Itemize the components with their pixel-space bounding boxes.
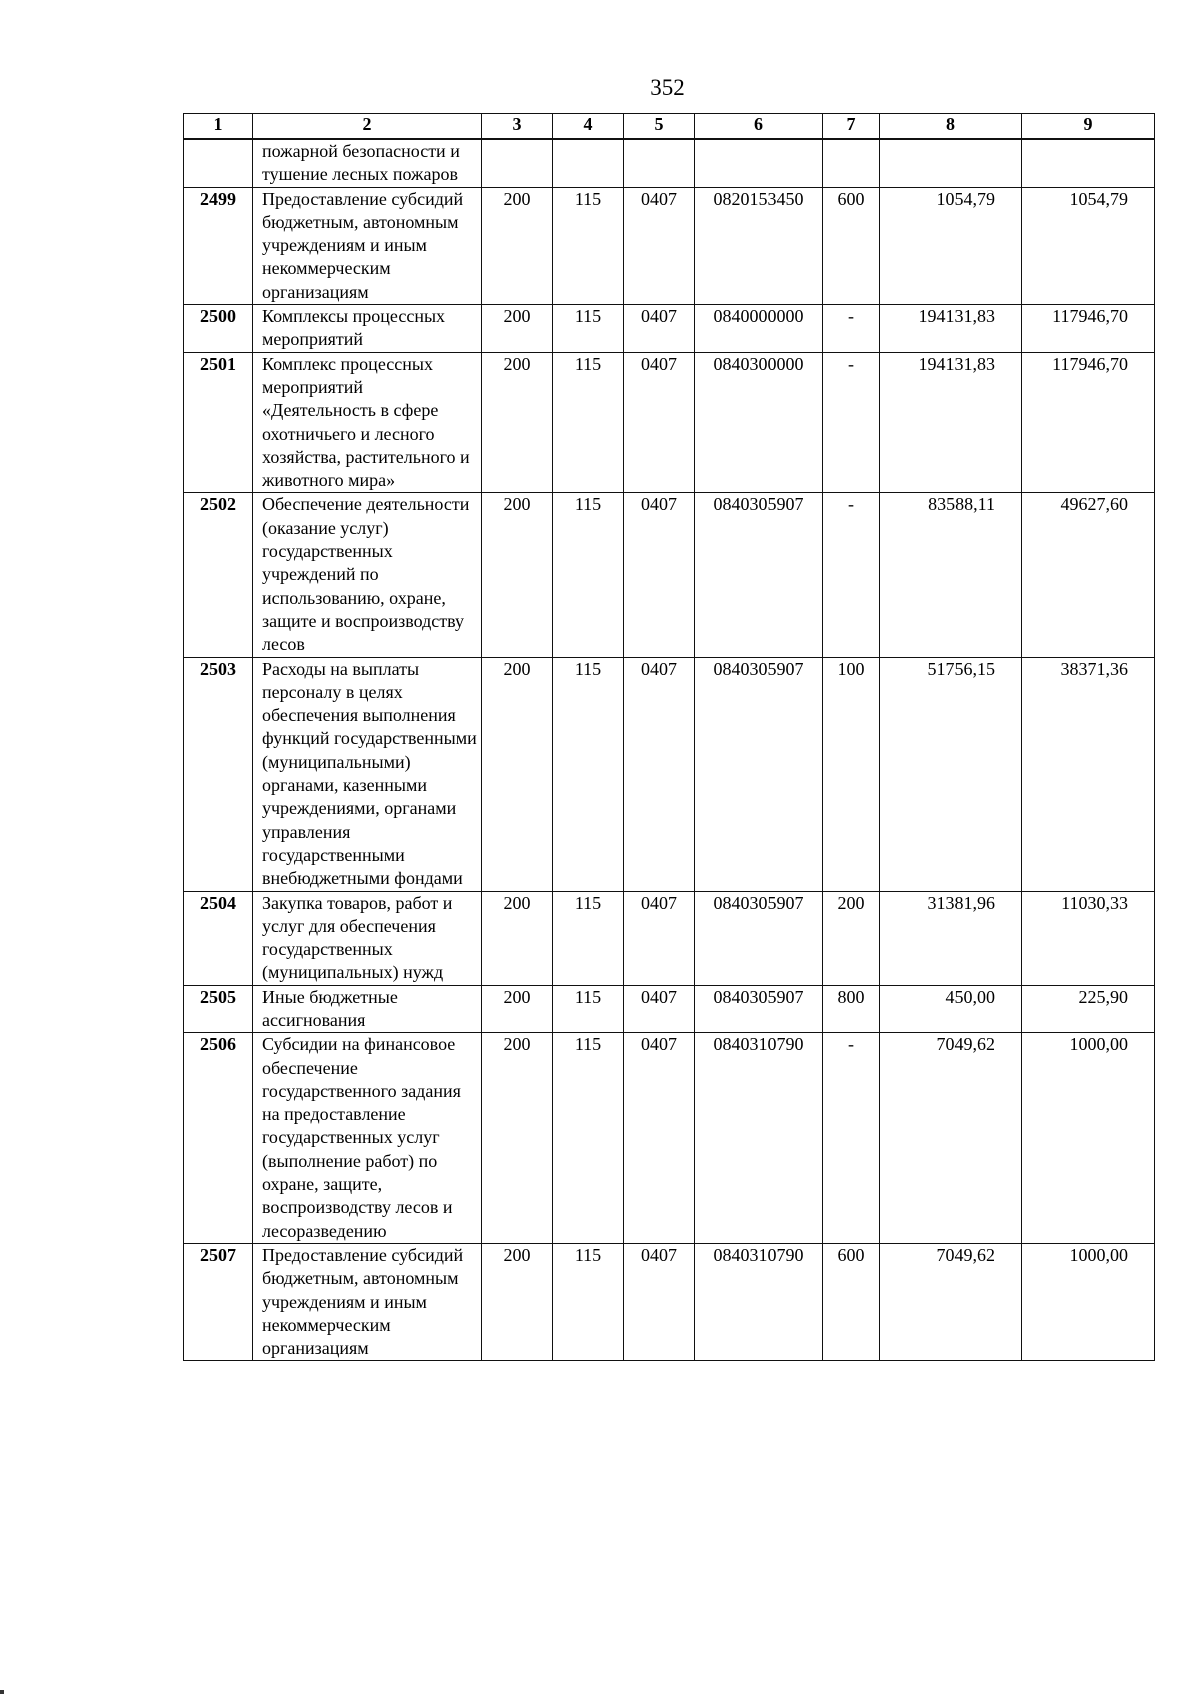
cell-col8: 51756,15 [880, 657, 1022, 891]
cell-col9: 38371,36 [1022, 657, 1155, 891]
cell-col8: 31381,96 [880, 891, 1022, 985]
cell-col7: - [823, 1033, 880, 1244]
page-number: 352 [650, 75, 685, 100]
table-row [184, 139, 1155, 187]
cell-col8: 450,00 [880, 985, 1022, 1033]
cell-col4: 115 [553, 985, 624, 1033]
budget-table [183, 113, 1155, 1361]
column-header-5: 5 [624, 114, 695, 140]
cell-col6: 0840300000 [695, 352, 823, 493]
cell-col9: 49627,60 [1022, 493, 1155, 657]
cell-col6: 0840305907 [695, 985, 823, 1033]
cell-col8: 194131,83 [880, 352, 1022, 493]
table-row [184, 891, 1155, 985]
cell-col6: 0840000000 [695, 305, 823, 353]
row-name: Комплексы процессных мероприятий [253, 305, 482, 353]
table-row [184, 187, 1155, 304]
cell-col4: 115 [553, 891, 624, 985]
column-header-9: 9 [1022, 114, 1155, 140]
header-row [184, 114, 1155, 140]
cell-col8: 7049,62 [880, 1243, 1022, 1360]
cell-col3: 200 [482, 187, 553, 304]
scan-speck [0, 1690, 4, 1694]
column-header-8: 8 [880, 114, 1022, 140]
row-name: Предоставление субсидий бюджетным, автономным учреждениям и иным некоммерческим организациям [253, 1243, 482, 1360]
row-name: Субсидии на финансовое обеспечение государственного задания на предоставление государственных услуг (выполнение работ) по охране, защите, воспроизводству лесов и лесоразведению [253, 1033, 482, 1244]
cell-col9 [1022, 139, 1155, 187]
cell-col6 [695, 139, 823, 187]
cell-col4: 115 [553, 1033, 624, 1244]
table-body [184, 139, 1155, 1361]
row-number: 2504 [184, 891, 253, 985]
column-header-7: 7 [823, 114, 880, 140]
cell-col9: 117946,70 [1022, 305, 1155, 353]
row-number: 2506 [184, 1033, 253, 1244]
table-row [184, 1033, 1155, 1244]
cell-col3: 200 [482, 985, 553, 1033]
cell-col7 [823, 139, 880, 187]
row-name: Иные бюджетные ассигнования [253, 985, 482, 1033]
row-name: пожарной безопасности и тушение лесных пожаров [253, 139, 482, 187]
column-header-6: 6 [695, 114, 823, 140]
cell-col7: 600 [823, 187, 880, 304]
row-number: 2502 [184, 493, 253, 657]
cell-col8: 83588,11 [880, 493, 1022, 657]
cell-col8: 194131,83 [880, 305, 1022, 353]
cell-col4: 115 [553, 493, 624, 657]
cell-col9: 1054,79 [1022, 187, 1155, 304]
cell-col7: 600 [823, 1243, 880, 1360]
column-header-2: 2 [253, 114, 482, 140]
cell-col3: 200 [482, 352, 553, 493]
cell-col7: - [823, 493, 880, 657]
row-number: 2503 [184, 657, 253, 891]
row-number: 2507 [184, 1243, 253, 1360]
cell-col3: 200 [482, 493, 553, 657]
cell-col5: 0407 [624, 891, 695, 985]
cell-col5: 0407 [624, 1243, 695, 1360]
cell-col3: 200 [482, 1243, 553, 1360]
row-number: 2505 [184, 985, 253, 1033]
column-header-1: 1 [184, 114, 253, 140]
cell-col8: 1054,79 [880, 187, 1022, 304]
cell-col5: 0407 [624, 657, 695, 891]
table-row [184, 657, 1155, 891]
cell-col6: 0820153450 [695, 187, 823, 304]
table-row [184, 985, 1155, 1033]
cell-col3 [482, 139, 553, 187]
cell-col4: 115 [553, 187, 624, 304]
table-row [184, 1243, 1155, 1360]
table-row [184, 493, 1155, 657]
cell-col6: 0840305907 [695, 657, 823, 891]
cell-col5: 0407 [624, 1033, 695, 1244]
cell-col8 [880, 139, 1022, 187]
row-name: Предоставление субсидий бюджетным, автономным учреждениям и иным некоммерческим организациям [253, 187, 482, 304]
cell-col5: 0407 [624, 352, 695, 493]
column-header-3: 3 [482, 114, 553, 140]
cell-col7: 100 [823, 657, 880, 891]
cell-col8: 7049,62 [880, 1033, 1022, 1244]
cell-col3: 200 [482, 305, 553, 353]
row-number: 2500 [184, 305, 253, 353]
cell-col9: 1000,00 [1022, 1033, 1155, 1244]
cell-col5 [624, 139, 695, 187]
cell-col9: 1000,00 [1022, 1243, 1155, 1360]
cell-col3: 200 [482, 891, 553, 985]
cell-col6: 0840310790 [695, 1033, 823, 1244]
cell-col7: - [823, 352, 880, 493]
cell-col3: 200 [482, 1033, 553, 1244]
cell-col5: 0407 [624, 985, 695, 1033]
cell-col9: 225,90 [1022, 985, 1155, 1033]
row-name: Закупка товаров, работ и услуг для обеспечения государственных (муниципальных) нужд [253, 891, 482, 985]
cell-col7: 200 [823, 891, 880, 985]
row-number [184, 139, 253, 187]
cell-col6: 0840305907 [695, 493, 823, 657]
cell-col5: 0407 [624, 305, 695, 353]
row-number: 2499 [184, 187, 253, 304]
row-number: 2501 [184, 352, 253, 493]
row-name: Расходы на выплаты персоналу в целях обеспечения выполнения функций государственными (муниципальными) органами, казенными учреждениями, органами управления государственными внебюджетными фондами [253, 657, 482, 891]
cell-col6: 0840310790 [695, 1243, 823, 1360]
row-name: Обеспечение деятельности (оказание услуг) государственных учреждений по использованию, охране, защите и воспроизводству лесов [253, 493, 482, 657]
table-row [184, 305, 1155, 353]
cell-col7: - [823, 305, 880, 353]
table-row [184, 352, 1155, 493]
cell-col4: 115 [553, 352, 624, 493]
cell-col5: 0407 [624, 493, 695, 657]
cell-col9: 117946,70 [1022, 352, 1155, 493]
cell-col4 [553, 139, 624, 187]
cell-col4: 115 [553, 657, 624, 891]
cell-col7: 800 [823, 985, 880, 1033]
cell-col5: 0407 [624, 187, 695, 304]
row-name: Комплекс процессных мероприятий «Деятельность в сфере охотничьего и лесного хозяйства, растительного и животного мира» [253, 352, 482, 493]
cell-col4: 115 [553, 1243, 624, 1360]
cell-col9: 11030,33 [1022, 891, 1155, 985]
cell-col6: 0840305907 [695, 891, 823, 985]
column-header-4: 4 [553, 114, 624, 140]
cell-col4: 115 [553, 305, 624, 353]
cell-col3: 200 [482, 657, 553, 891]
